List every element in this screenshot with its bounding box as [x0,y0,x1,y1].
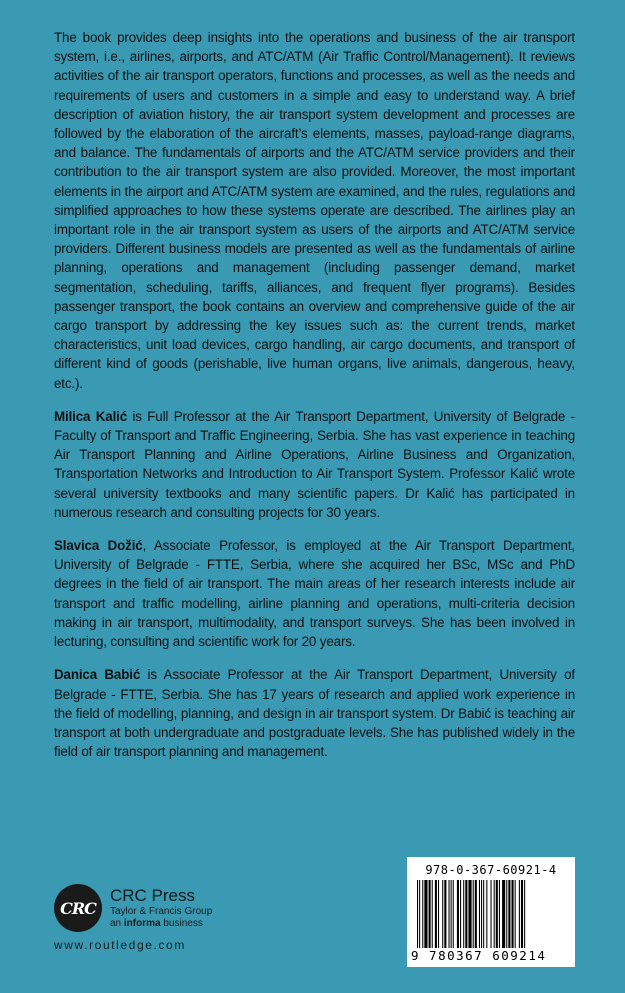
barcode-bar [502,880,505,948]
barcode-bar [521,880,523,948]
author-bio-2 [54,536,575,651]
barcode-bar [499,880,500,948]
barcode-bar [417,880,418,948]
barcode-bar [479,880,480,948]
barcode-bar [486,880,487,948]
barcode-bar [519,880,520,948]
barcode-bar [432,880,433,948]
barcode-bar [475,880,477,948]
barcode-bar [444,880,446,948]
author-bio-text-1: is Full Professor at the Air Transport Department, University of Belgrade - Faculty of Transport and Traffic Engineering, Serbia. She has vast experience in teaching Air Transport Planning and Airline Operations, Airline Business and Organization, Transportation Networks and Introduction to Air Transport System. Professor Kalić wrote several university textbooks and many scientific papers. Dr Kalić has participated in numerous research and consulting projects for 30 years. [54,408,575,520]
barcode [407,857,575,967]
author-bio-text-3: is Associate Professor at the Air Transport Department, University of Belgrade - FTTE, Serbia. She has 17 years of research and applied work experience in the field of modelling, planning, and design in air transport system. Dr Babić is teaching air transport at both undergraduate and postgraduate levels. She has published widely in the field of air transport planning and management. [54,667,575,760]
isbn-number: 978-0-367-60921-4 [425,863,557,877]
barcode-bars [417,880,567,948]
barcode-bar [483,880,484,948]
barcode-bar [515,880,516,948]
publisher-name: CRC Press [110,885,196,905]
barcode-bar [481,880,482,948]
publisher-logo [54,884,212,932]
barcode-bar [494,880,495,948]
barcode-bar [429,880,431,948]
barcode-bar [451,880,452,948]
barcode-bar [435,880,437,948]
publisher-website: www.routledge.com [54,938,186,952]
barcode-bar [524,880,525,948]
author-name-2: Slavica Dožić [54,538,143,554]
crc-logo-text: CRC [60,898,96,918]
barcode-bar [424,880,427,948]
publisher-text [110,886,212,930]
author-name-1: Milica Kalić [54,408,128,424]
barcode-bar [419,880,420,948]
crc-logo-icon [54,884,102,932]
barcode-digits: 9 780367 609214 [411,948,547,963]
publisher-group: Taylor & Francis Group [110,906,213,918]
barcode-bar [491,880,492,948]
publisher-business: an informa business [110,918,203,930]
barcode-bar [457,880,459,948]
barcode-bar [506,880,507,948]
book-description: The book provides deep insights into the operations and business of the air transport system, i.e., airlines, airports, and ATC/ATM (Air Traffic Control/Management). It reviews activities of the air transport operators, functions and processes, as well as the needs and requirements of users and customers in a simple and easy to understand way. A brief description of aviation history, the air transport system development and processes are followed by the elaboration of the aircraft’s elements, masses, payload-range diagrams, and balance. The fundamentals of airports and the ATC/ATM service providers and their contribution to the air transport system are also provided. Moreover, the most important elements in the airport and ATC/ATM system are examined, and the rules, regulations and simplified approaches to how these systems operate are described. The airlines play an important role in the air transport system as users of the airports and ATC/ATM service providers. Different business models are presented as well as the fundamentals of airline planning, operations and management (including passenger demand, market segmentation, scheduling, tariffs, alliances, and frequent flyer programs). Besides passenger transport, the book contains an overview and comprehensive guide of the air cargo transport by addressing the key issues such as: the current trends, market characteristics, unit load devices, cargo handling, air cargo documents, and transport of different kind of goods (perishable, live human organs, live animals, dangerous, heavy, etc.). [54,30,575,391]
barcode-bar [460,880,461,948]
barcode-bar [453,880,454,948]
barcode-bar [512,880,514,948]
author-bio-text-2: , Associate Professor, is employed at the Air Transport Department, University of Belgrade - FTTE, Serbia, where she acquired her BSc, MSc and PhD degrees in the field of air transport. The main areas of her research interests include air transport and traffic modelling, airline planning and operations, multi-criteria decision making in air transport, multimodality, and transport surveys. She has been involved in lecturing, consulting and scientific work for 20 years. [54,538,575,650]
author-name-3: Danica Babić [54,667,141,683]
barcode-bar [496,880,498,948]
barcode-bar [473,880,474,948]
barcode-bar [449,880,450,948]
barcode-bar [508,880,510,948]
back-cover-text [54,28,575,775]
barcode-bar [463,880,464,948]
barcode-bar [422,880,423,948]
barcode-bar [442,880,443,948]
author-bio-3 [54,665,575,761]
barcode-bar [468,880,471,948]
author-bio-1 [54,407,575,522]
barcode-bar [438,880,439,948]
barcode-bar [465,880,467,948]
